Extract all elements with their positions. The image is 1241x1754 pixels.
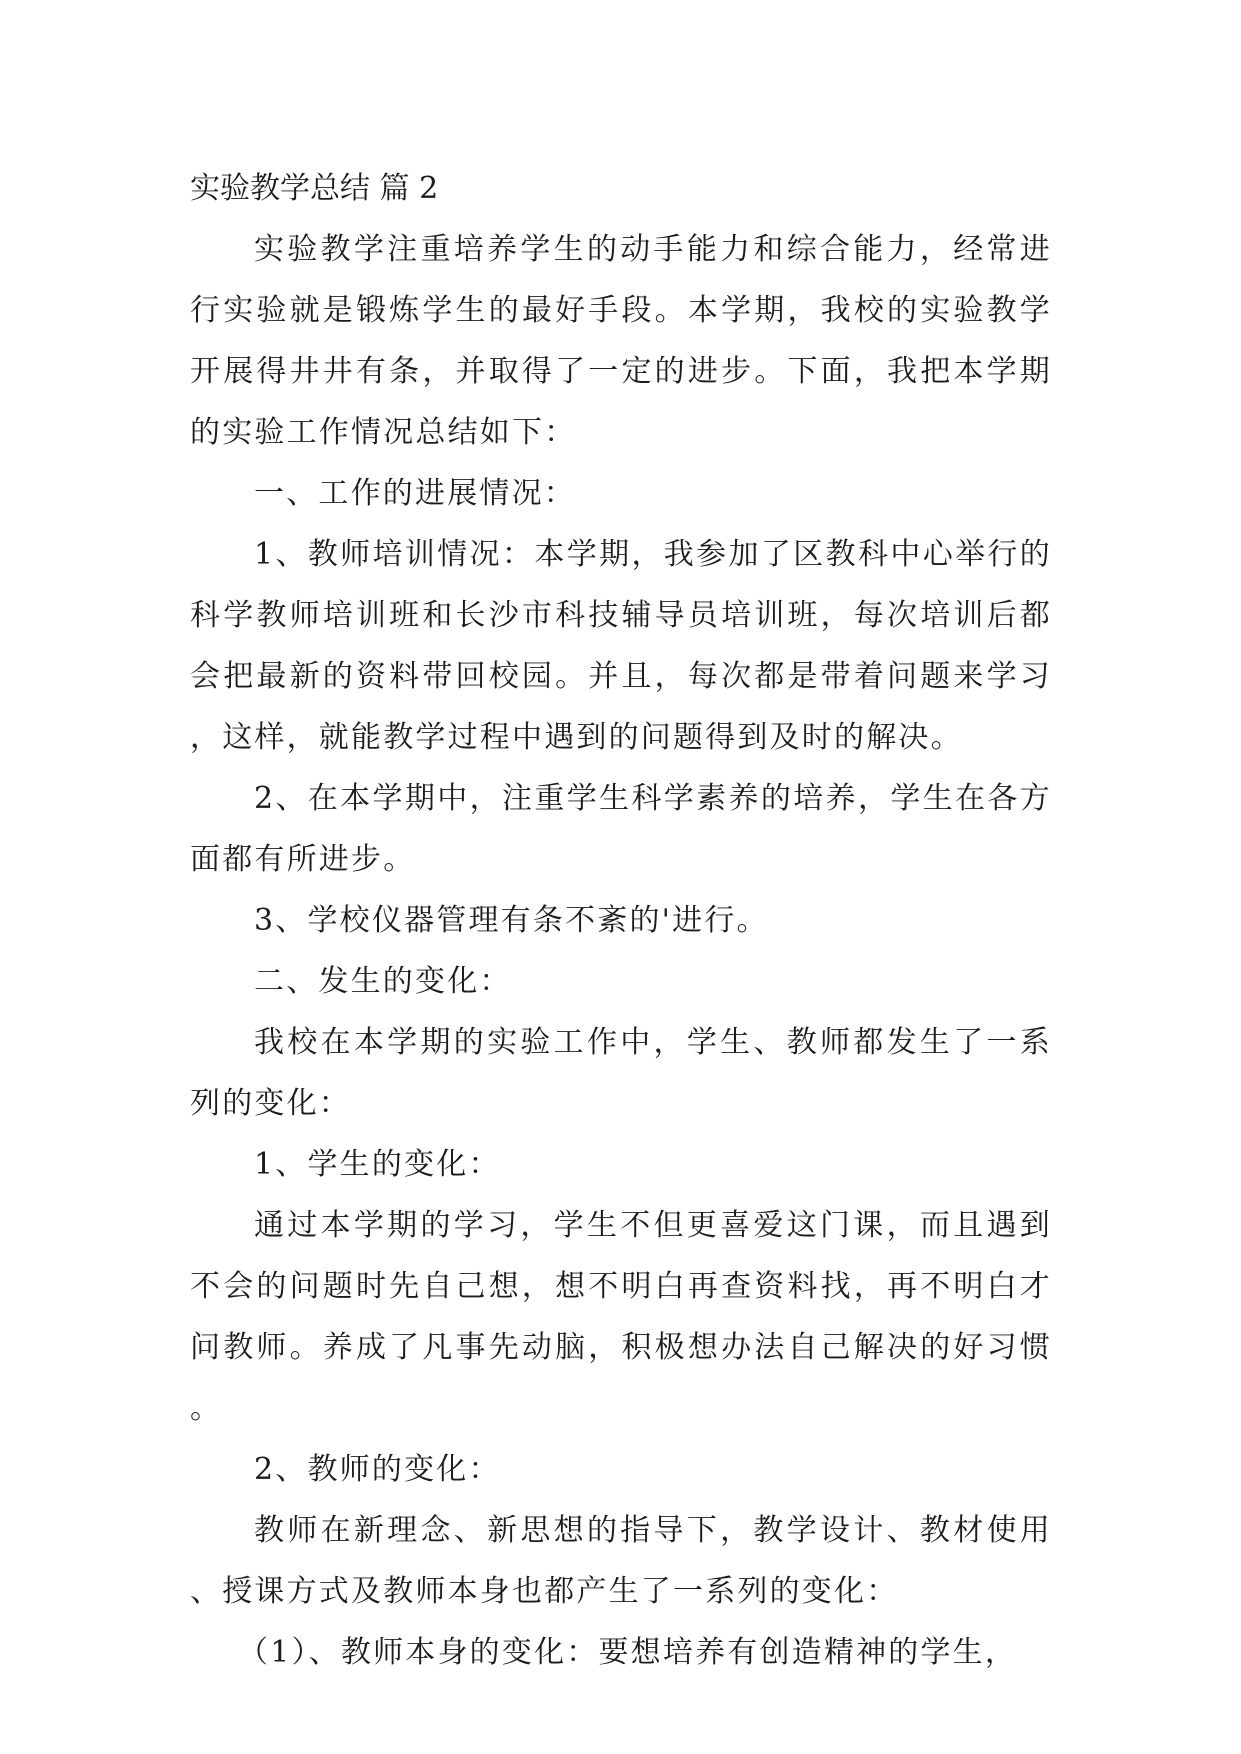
document-title: 实验教学总结 篇 2 [190, 171, 439, 206]
document-body [190, 158, 1052, 1683]
section-heading-changes: 二、发生的变化： [254, 964, 512, 999]
section-heading-progress: 一、工作的进展情况： [254, 476, 576, 511]
paragraph-student-changes: 通过本学期的学习，学生不但更喜爱这门课，而且遇到不会的问题时先自己想，想不明白再查资料找，再不明白才问教师。养成了凡事先动脑，积极想办法自己解决的好习惯。 [190, 1208, 1052, 1426]
paragraph-teacher-training: 1、教师培训情况：本学期，我参加了区教科中心举行的科学教师培训班和长沙市科技辅导员培训班，每次培训后都会把最新的资料带回校园。并且，每次都是带着问题来学习，这样，就能教学过程中遇到的问题得到及时的解决。 [190, 537, 1052, 755]
paragraph-student-literacy: 2、在本学期中，注重学生科学素养的培养，学生在各方面都有所进步。 [190, 781, 1052, 877]
subheading-student-changes: 1、学生的变化： [254, 1147, 501, 1182]
paragraph-teacher-self-change: （1）、教师本身的变化：要想培养有创造精神的学生， [238, 1635, 1018, 1670]
subheading-teacher-changes: 2、教师的变化： [254, 1452, 501, 1487]
paragraph-intro: 实验教学注重培养学生的动手能力和综合能力，经常进行实验就是锻炼学生的最好手段。本学期，我校的实验教学开展得井井有条，并取得了一定的进步。下面，我把本学期的实验工作情况总结如下： [190, 232, 1052, 450]
paragraph-changes-intro: 我校在本学期的实验工作中，学生、教师都发生了一系列的变化： [190, 1025, 1052, 1121]
paragraph-instrument-management: 3、学校仪器管理有条不紊的'进行。 [254, 903, 769, 938]
paragraph-teacher-changes: 教师在新理念、新思想的指导下，教学设计、教材使用、授课方式及教师本身也都产生了一系列的变化： [190, 1513, 1052, 1609]
